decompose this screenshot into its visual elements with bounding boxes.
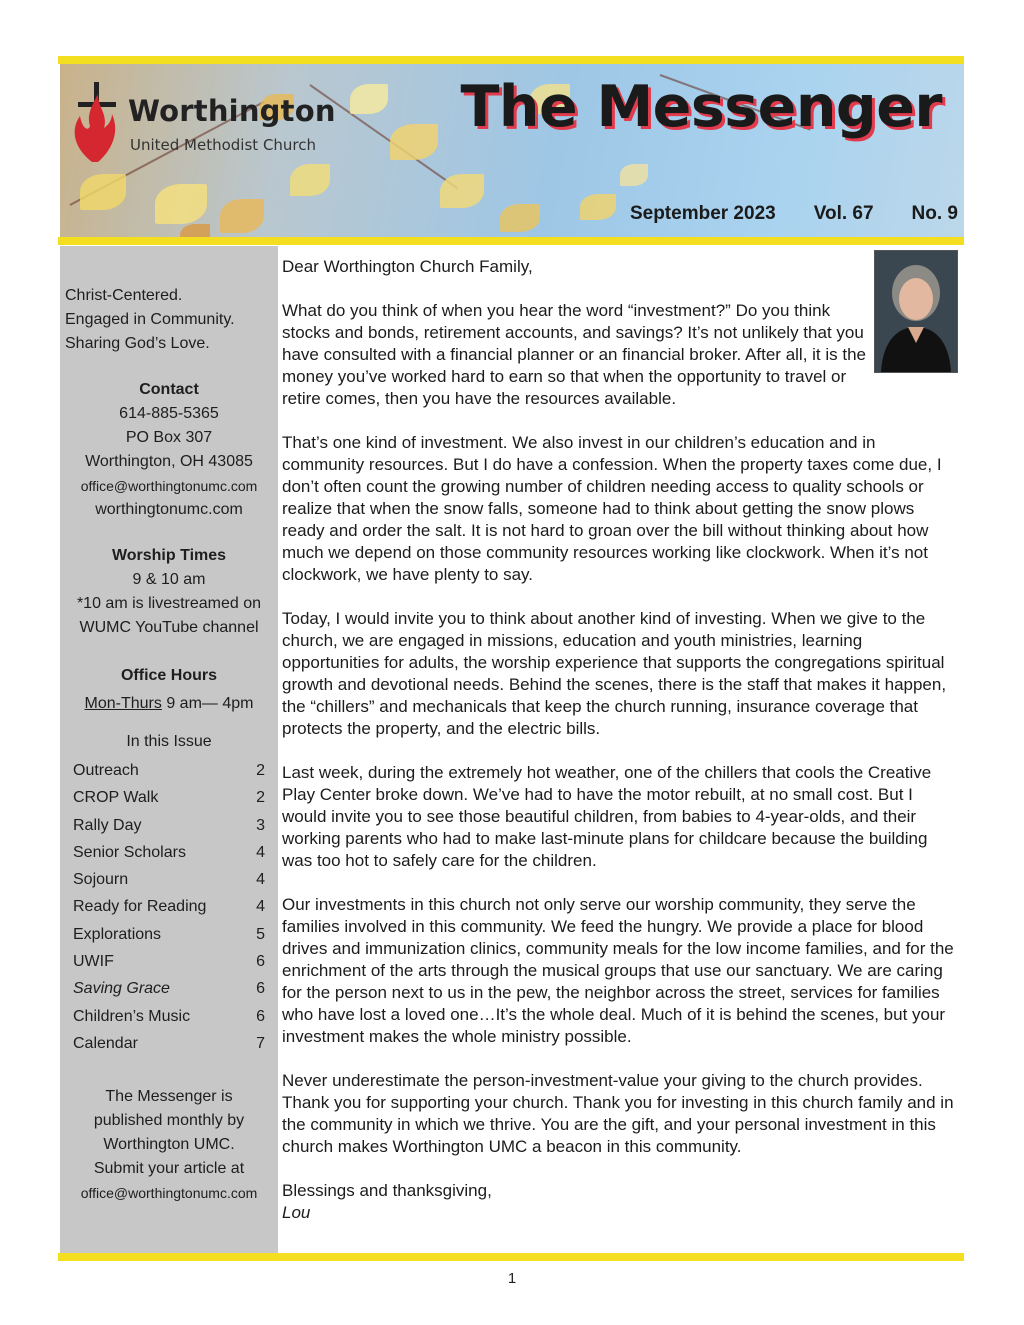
- pastor-letter: [282, 256, 954, 1224]
- toc-item: [73, 1003, 265, 1030]
- letter-paragraph: That’s one kind of investment. We also invest in our children’s education and in community resources. But I do have a confession. When the property taxes come due, I don’t often count the growing number of children needing access to quality schools or realize that when the snow falls, someone had to think about getting the snow plows ready and order the salt. It is not hard to groan over the bill without thinking about how much we depend on those community resources working like clockwork. When it’s not clockwork, we have plenty to say.: [282, 433, 942, 584]
- toc-label: Calendar: [73, 1034, 138, 1052]
- toc-label: Senior Scholars: [73, 843, 186, 861]
- worship-heading: Worship Times: [111, 547, 227, 564]
- toc-page: 5: [256, 925, 265, 943]
- toc-page: 6: [256, 980, 265, 998]
- toc-label: Ready for Reading: [73, 898, 207, 916]
- letter-paragraph: Our investments in this church not only serve our worship community, they serve the families involved in this community. We feed the hungry. We provide a place for blood drives and immunization clinics, community meals for the low income families, and for the enrichment of the arts through the musical groups that use our sanctuary. We are caring for the person next to us in the pew, the neighbor across the street, services for families who have lost a loved one…It’s the whole deal. Much of it is behind the scenes, but your investment makes the whole ministry possible.: [282, 895, 954, 1046]
- toc-page: 3: [256, 816, 265, 834]
- toc-label: Sojourn: [73, 871, 129, 889]
- toc-label: Children’s Music: [73, 1007, 191, 1025]
- header-yellow-rule: [58, 237, 964, 245]
- toc-page: 4: [256, 898, 265, 916]
- toc-label: UWIF: [73, 953, 114, 971]
- contact-block: [60, 378, 278, 522]
- toc-page: 2: [256, 762, 265, 779]
- contact-phone: 614-885-5365: [119, 405, 219, 422]
- motto: [65, 284, 235, 356]
- letter-paragraph: Today, I would invite you to think about another kind of investing. When we give to the church, we are engaged in missions, education and youth ministries, learning opportunities for adults, the worship experience that supports the congregations spiritual growth and devotional needs. Behind the scenes, there is the staff that makes it happen, the “chillers” and mechanicals that keep the church running, insurance coverage that protects the property, and the electric bills.: [282, 609, 947, 738]
- toc-item: [73, 948, 265, 975]
- publish-email: office@worthingtonumc.com: [80, 1185, 258, 1201]
- contact-city: Worthington, OH 43085: [85, 453, 253, 470]
- org-name: Worthington: [128, 94, 336, 128]
- publish-info: [60, 1085, 278, 1205]
- toc-page: 2: [256, 789, 265, 807]
- motto-line: Sharing God’s Love.: [65, 335, 210, 352]
- worship-note: WUMC YouTube channel: [79, 619, 259, 636]
- letter-signature: Lou: [282, 1203, 311, 1222]
- toc-item: [73, 893, 265, 920]
- contact-email: office@worthingtonumc.com: [80, 478, 258, 494]
- issue-date: September 2023: [629, 203, 776, 224]
- toc-heading: In this Issue: [126, 733, 212, 750]
- sidebar: [60, 246, 278, 1253]
- toc-page: 4: [256, 843, 265, 861]
- toc-item: [73, 975, 265, 1002]
- toc-page: 6: [256, 1007, 265, 1025]
- issue-number: No. 9: [911, 203, 958, 224]
- publish-line: Submit your article at: [93, 1160, 245, 1177]
- toc-item: [73, 784, 265, 811]
- masthead-banner: [60, 64, 964, 237]
- toc-item: [73, 839, 265, 866]
- toc-page: 7: [256, 1034, 265, 1052]
- worship-note: *10 am is livestreamed on: [76, 595, 262, 612]
- office-hours-block: [60, 664, 278, 716]
- contact-website: worthingtonumc.com: [95, 501, 243, 518]
- letter-closing: Blessings and thanksgiving,: [282, 1181, 492, 1200]
- letter-greeting: Dear Worthington Church Family,: [282, 257, 533, 276]
- table-of-contents: [73, 757, 265, 1057]
- worship-block: [60, 544, 278, 640]
- publish-line: published monthly by: [93, 1112, 245, 1129]
- office-hours-text: [60, 692, 278, 716]
- contact-po-box: PO Box 307: [125, 429, 213, 446]
- toc-item: [73, 812, 265, 839]
- worship-times: 9 & 10 am: [132, 571, 206, 588]
- motto-line: Christ-Centered.: [65, 287, 183, 304]
- issue-info: [630, 203, 958, 225]
- office-hours-heading: Office Hours: [120, 667, 217, 684]
- letter-paragraph: Never underestimate the person-investment-value your giving to the church provides. Thank you for supporting your church. Thank you for investing in this church family and in the community in which we thrive. You are the gift, and your personal investment in this church makes Worthington UMC a beacon in this community.: [282, 1071, 954, 1156]
- newsletter-title: The Messenger: [460, 74, 942, 140]
- bottom-yellow-rule: [58, 1253, 964, 1261]
- letter-paragraph: What do you think of when you hear the word “investment?” Do you think stocks and bonds, retirement accounts, and savings? It’s not unlikely that you have consulted with a financial planner or an financial broker. After all, it is the money you’ve worked hard to earn so that when the opportunity to travel or retire comes, then you have the resources available.: [282, 301, 867, 408]
- publish-line: The Messenger is: [105, 1088, 233, 1105]
- toc-label: CROP Walk: [73, 789, 159, 807]
- letter-paragraph: Last week, during the extremely hot weather, one of the chillers that cools the Creative Play Center broke down. We’ve had to have the motor rebuilt, at no small cost. But I would invite you to see those beautiful children, from babies to 4-year-olds, and their working parents who had to make last-minute plans for childcare because the building was too hot to safely care for the children.: [282, 763, 932, 870]
- toc-item: [73, 921, 265, 948]
- issue-volume: Vol. 67: [813, 203, 874, 224]
- publish-line: Worthington UMC.: [103, 1136, 235, 1153]
- page-number: 1: [507, 1270, 517, 1287]
- office-days: Mon-Thurs: [84, 695, 162, 712]
- toc-label: Outreach: [73, 762, 139, 779]
- office-hours: 9 am— 4pm: [161, 695, 254, 712]
- toc-item: [73, 866, 265, 893]
- toc-page: 6: [256, 953, 265, 971]
- toc-page: 4: [256, 871, 265, 889]
- toc-label: Saving Grace: [73, 980, 170, 998]
- org-subtitle: United Methodist Church: [130, 136, 317, 154]
- toc-label: Explorations: [73, 925, 162, 943]
- toc-item: [73, 757, 265, 784]
- toc-item: [73, 1030, 265, 1057]
- toc-label: Rally Day: [73, 816, 142, 834]
- top-yellow-rule: [58, 56, 964, 64]
- motto-line: Engaged in Community.: [65, 311, 235, 328]
- cross-and-flame-logo-icon: [68, 78, 126, 164]
- contact-heading: Contact: [139, 381, 199, 398]
